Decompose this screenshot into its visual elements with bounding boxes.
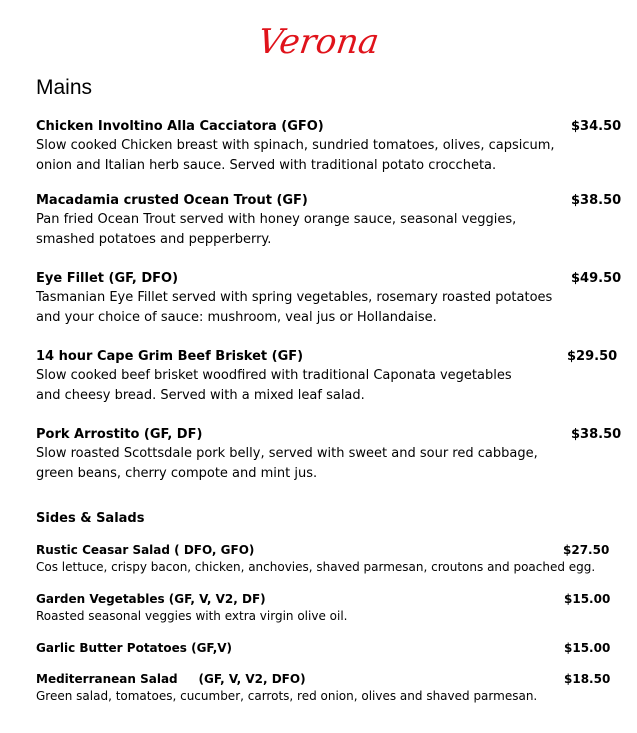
restaurant-logo: Verona [255,22,382,62]
menu-item [36,117,622,175]
side-item [36,542,617,576]
item-name: Eye Fillet (GF, DFO) [36,271,179,286]
item-description: Slow cooked Chicken breast with spinach, sundried tomatoes, olives, capsicum, onion and Italian herb sauce. Served with traditional potato croccheta. [36,138,555,173]
item-name: Garlic Butter Potatoes (GF,V) [36,641,233,655]
sides-heading: Sides & Salads [36,511,145,526]
item-price: $29.50 [567,349,618,364]
item-price: $27.50 [563,543,610,557]
item-description: Slow roasted Scottsdale pork belly, served with sweet and sour red cabbage, green beans, cherry compote and mint jus. [36,446,538,481]
item-name: Rustic Ceasar Salad ( DFO, GFO) [36,543,255,557]
item-price: $38.50 [571,427,622,442]
menu-item [36,191,622,249]
item-name: 14 hour Cape Grim Beef Brisket (GF) [36,349,304,364]
item-description: Cos lettuce, crispy bacon, chicken, anchovies, shaved parmesan, croutons and poached egg. [36,560,596,574]
item-name: Chicken Involtino Alla Cacciatora (GFO) [36,119,324,134]
menu-item [36,269,622,327]
item-name: Garden Vegetables (GF, V, V2, DF) [36,592,266,606]
side-item [36,640,617,657]
menu-item [36,425,622,483]
item-price: $38.50 [571,193,622,208]
item-description: Pan fried Ocean Trout served with honey orange sauce, seasonal veggies, smashed potatoes and pepperberry. [36,212,517,247]
mains-heading: Mains [36,76,93,99]
item-price: $49.50 [571,271,622,286]
item-name: Macadamia crusted Ocean Trout (GF) [36,193,308,208]
item-price: $34.50 [571,119,622,134]
item-name: Mediterranean Salad (GF, V, V2, DFO) [36,672,306,686]
item-description: Green salad, tomatoes, cucumber, carrots, red onion, olives and shaved parmesan. [36,689,538,703]
item-description: Slow cooked beef brisket woodfired with traditional Caponata vegetables and cheesy bread. Served with a mixed leaf salad. [36,368,512,403]
item-price: $15.00 [564,641,611,655]
item-price: $15.00 [564,592,611,606]
item-name: Pork Arrostito (GF, DF) [36,427,203,442]
item-description: Tasmanian Eye Fillet served with spring vegetables, rosemary roasted potatoes and your choice of sauce: mushroom, veal jus or Hollandaise. [36,290,553,325]
side-item [36,671,617,705]
item-description: Roasted seasonal veggies with extra virgin olive oil. [36,609,348,623]
menu-item [36,347,617,405]
side-item [36,591,617,625]
item-price: $18.50 [564,672,611,686]
